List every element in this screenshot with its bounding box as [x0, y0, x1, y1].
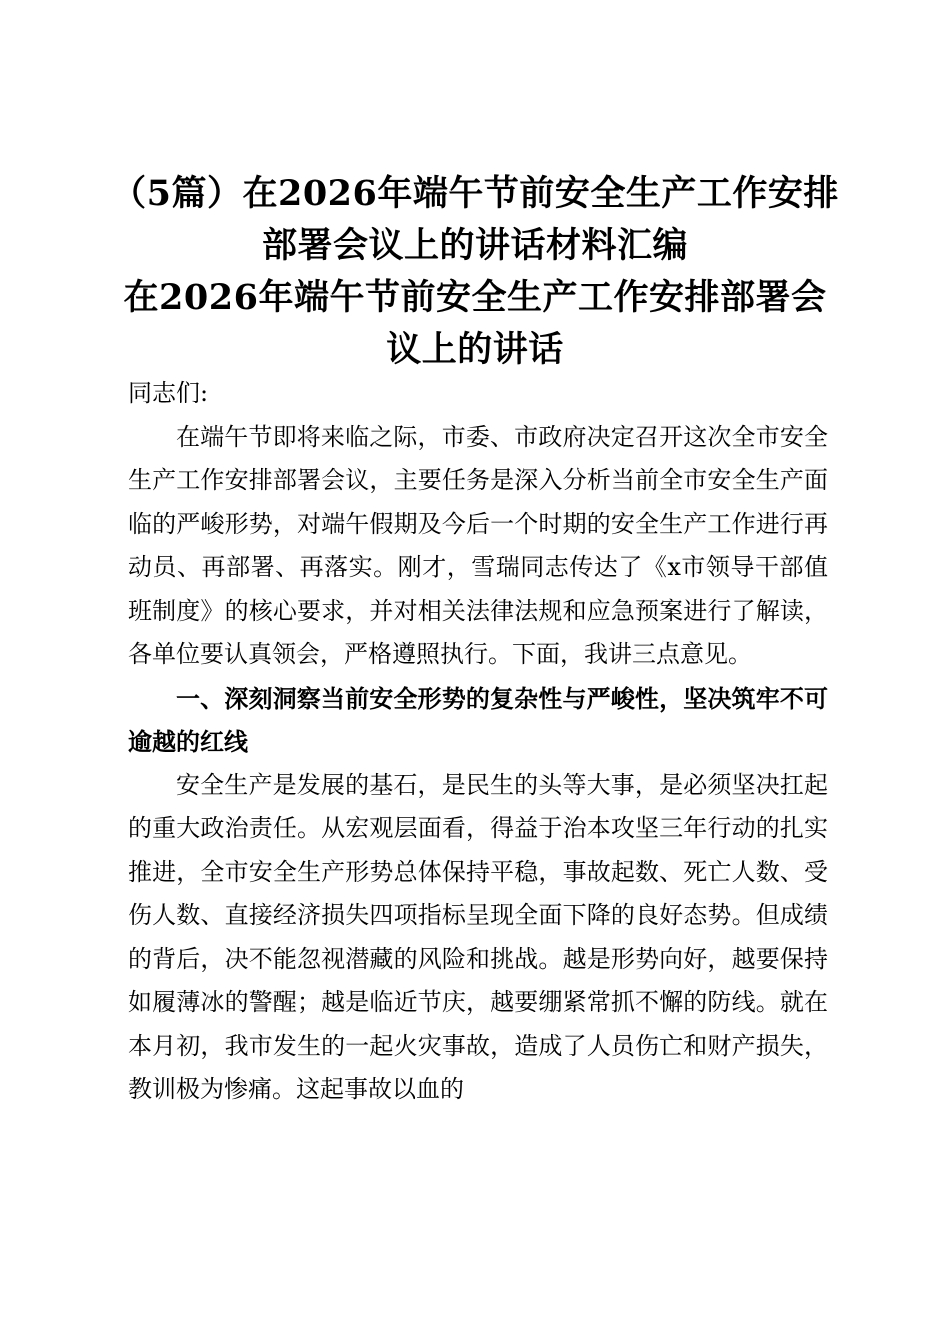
title-line-3: 在2026年端午节前安全生产工作安排部署会 — [123, 277, 827, 318]
section-heading-1: 一、深刻洞察当前安全形势的复杂性与严峻性，坚决筑牢不可逾越的红线 — [128, 683, 828, 756]
opening-paragraph: 在端午节即将来临之际，市委、市政府决定召开这次全市安全生产工作安排部署会议，主要任务是深入分析当前全市安全生产面临的严峻形势，对端午假期及今后一个时期的安全生产工作进行再动员、再部署、再落实。刚才，雪瑞同志传达了《x市领导干部值班制度》的核心要求，并对相关法律法规和应急预案进行了解读，各单位要认真领会，严格遵照执行。下面，我讲三点意见。 — [128, 422, 828, 668]
title-line-4: 议上的讲话 — [386, 329, 564, 370]
body-paragraph: 安全生产是发展的基石，是民生的头等大事，是必须坚决扛起的重大政治责任。从宏观层面看，得益于治本攻坚三年行动的扎实推进，全市安全生产形势总体保持平稳，事故起数、死亡人数、受伤人数、直接经济损失四项指标呈现全面下降的良好态势。但成绩的背后，决不能忽视潜藏的风险和挑战。越是形势向好，越要保持如履薄冰的警醒；越是临近节庆，越要绷紧常抓不懈的防线。就在本月初，我市发生的一起火灾事故，造成了人员伤亡和财产损失，教训极为惨痛。这起事故以血的 — [128, 770, 828, 1103]
document-title — [110, 168, 840, 376]
title-line-1: （5篇）在2026年端午节前安全生产工作安排 — [111, 173, 839, 214]
title-line-2: 部署会议上的讲话材料汇编 — [261, 225, 688, 266]
salutation: 同志们: — [128, 379, 209, 407]
document-body — [128, 372, 828, 1112]
